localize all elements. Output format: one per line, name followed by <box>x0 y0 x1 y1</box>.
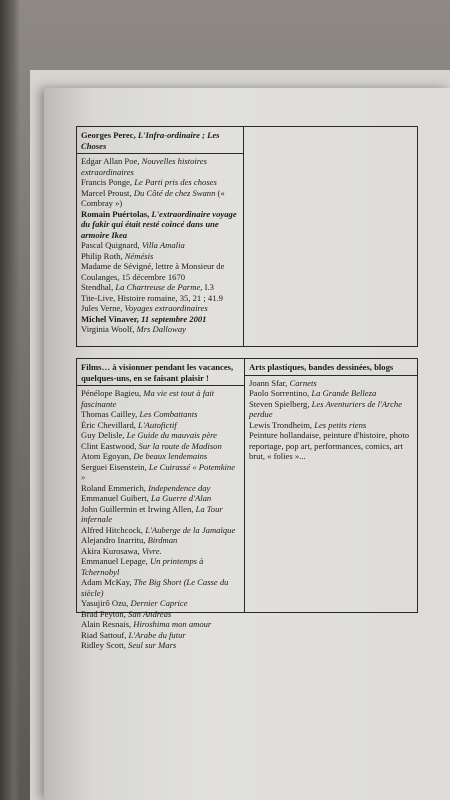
list-item <box>81 420 240 431</box>
entry-title: Voyages extraordinaires <box>124 303 208 313</box>
list-item <box>249 378 413 389</box>
entry-title: San Andreas <box>128 608 172 619</box>
entry-author: Jules Verne, <box>81 303 125 313</box>
entry-title: Carnets <box>289 377 317 388</box>
entry-title: Un printemps à Tchernobyl <box>81 556 204 577</box>
list-item <box>81 282 239 293</box>
list-item <box>81 430 240 441</box>
entry-author: Edgar Allan Poe, <box>81 156 142 166</box>
entry-title: Vivre. <box>141 545 162 556</box>
entry-title: Du Côté de chez Swann <box>133 187 216 198</box>
entry-title: Independence day <box>148 482 211 493</box>
entry-title: Birdman <box>147 535 178 545</box>
entry-author: Francis Ponge, <box>81 177 135 187</box>
entry-author: John Guillermin et Irwing Allen, <box>81 503 196 514</box>
entry-title: Le Guide du mauvais père <box>126 430 217 440</box>
films-header: Films… à visionner pendant les vacances, quelques-uns, en se faisant plaisir ! <box>77 359 244 386</box>
entry-title: La Guerre d'Alan <box>150 493 212 503</box>
entry-title: The Big Short (Le Casse du siècle) <box>81 577 229 598</box>
list-item <box>81 177 239 188</box>
list-item <box>77 127 243 154</box>
list-item <box>81 441 240 452</box>
entry-author: Virginia Woolf, <box>81 324 137 334</box>
entry-title: Sur la route de Madison <box>138 440 222 451</box>
entry-title: Le Parti pris des choses <box>134 177 217 187</box>
list-item <box>81 451 240 462</box>
reading-list-column <box>77 127 244 346</box>
list-item <box>81 525 240 536</box>
entry-suffix: (« Combray ») <box>81 187 225 208</box>
entry-title: La Grande Belleza <box>311 388 377 398</box>
entry-title: L'Auberge de la Jamaïque <box>145 524 236 535</box>
arts-column <box>245 359 417 612</box>
list-item <box>81 546 240 557</box>
list-item <box>249 399 413 420</box>
list-item <box>81 156 239 177</box>
films-column <box>77 359 245 650</box>
entry-title: Les Aventuriers de l'Arche perdue <box>249 398 403 419</box>
binder-spine <box>0 0 20 800</box>
entry-author: Michel Vinaver, <box>81 313 142 324</box>
list-item <box>249 420 413 431</box>
entry-author: Brad Peyton, <box>81 608 129 619</box>
entry-author: Guy Delisle, <box>81 430 127 440</box>
reading-list-table <box>76 126 418 347</box>
entry-title: L'Arabe du futur <box>128 629 186 640</box>
entry-author: Atom Egoyan, <box>81 451 134 461</box>
list-item <box>81 504 240 525</box>
list-item <box>81 493 240 504</box>
entry-author: Tite-Live, Histoire romaine, 35, 21 ; 41.9 <box>81 292 223 303</box>
entry-title: Le Cuirassé « Potemkine » <box>81 461 236 482</box>
entry-title: Les petits riens <box>314 419 367 430</box>
entry-author: Peinture hollandaise, peinture d'histoire, photo reportage, pop art, performances, comics, art brut, « folies »... <box>249 430 410 461</box>
entry-title: Nouvelles histoires extraordinaires <box>81 156 207 177</box>
list-item <box>81 314 239 325</box>
list-item <box>81 293 239 304</box>
entry-title: Seul sur Mars <box>128 640 177 650</box>
arts-header: Arts plastiques, bandes dessinées, blogs <box>245 359 417 376</box>
entry-title: La Chartreuse de Parme <box>115 282 201 292</box>
list-item <box>81 409 240 420</box>
entry-title: Mrs Dalloway <box>136 324 186 334</box>
entry-author: Emmanuel Lepage, <box>81 556 150 566</box>
entry-title: Dernier Caprice <box>130 598 188 608</box>
entry-author: Adam McKay, <box>81 577 134 587</box>
entry-title: De beaux lendemains <box>133 451 208 461</box>
entry-author: Roland Emmerich, <box>81 482 149 493</box>
list-item <box>81 609 240 620</box>
entry-title: Villa Amalia <box>141 240 185 250</box>
entry-author: Clint Eastwood, <box>81 440 139 451</box>
entry-author: Alain Resnais, <box>81 619 134 629</box>
list-item <box>81 462 240 483</box>
entry-title: L'Infra-ordinaire ; Les Choses <box>81 130 220 151</box>
entry-author: Alfred Hitchcock, <box>81 524 146 535</box>
entry-author: Georges Perec, <box>81 130 138 140</box>
list-item <box>81 188 239 209</box>
films-arts-table <box>76 358 418 650</box>
list-item <box>81 303 239 314</box>
entry-author: Serguei Eisenstein, <box>81 461 149 472</box>
entry-author: Akira Kurosawa, <box>81 545 142 556</box>
entry-author: Yasujirô Ozu, <box>81 598 131 608</box>
entry-author: Romain Puértolas, <box>81 208 152 219</box>
entry-author: Emmanuel Guibert, <box>81 493 151 503</box>
list-item <box>81 388 240 409</box>
entry-author: Madame de Sévigné, lettre à Monsieur de Coulanges, 15 décembre 1670 <box>81 261 225 282</box>
entry-title: Les Combattants <box>139 409 198 419</box>
entry-title: Némésis <box>124 250 154 261</box>
list-item <box>81 640 240 651</box>
entry-author: Pascal Quignard, <box>81 240 142 250</box>
list-item <box>81 619 240 630</box>
entry-author: Pénélope Bagieu, <box>81 388 144 398</box>
entry-author: Lewis Trondheim, <box>249 419 315 430</box>
empty-column <box>244 127 417 346</box>
entry-author: Steven Spielberg, <box>249 398 312 409</box>
list-item <box>81 483 240 494</box>
entry-suffix: , I.3 <box>200 282 214 292</box>
entry-author: Marcel Proust, <box>81 187 134 198</box>
entry-author: Riad Sattouf, <box>81 629 129 640</box>
entry-title: L'Autofictif <box>138 419 177 430</box>
entry-author: Éric Chevillard, <box>81 419 139 430</box>
list-item <box>249 388 413 399</box>
list-item <box>81 261 239 282</box>
list-item <box>81 535 240 546</box>
list-item <box>81 598 240 609</box>
list-item <box>81 240 239 251</box>
list-item <box>249 430 413 462</box>
entry-title: 11 septembre 2001 <box>141 313 207 324</box>
entry-author: Ridley Scott, <box>81 640 129 650</box>
entry-author: Thomas Cailley, <box>81 409 140 419</box>
list-item <box>81 556 240 577</box>
list-item <box>81 577 240 598</box>
list-item <box>81 324 239 335</box>
entry-title: Hiroshima mon amour <box>133 619 212 629</box>
entry-author: Stendhal, <box>81 282 116 292</box>
list-item <box>81 251 239 262</box>
entry-title: Ma vie est tout à fait fascinante <box>81 388 215 409</box>
list-item <box>81 630 240 641</box>
list-item <box>81 209 239 241</box>
entry-author: Alejandro Inarritu, <box>81 535 148 545</box>
entry-author: Philip Roth, <box>81 250 125 261</box>
entry-author: Joann Sfar, <box>249 377 290 388</box>
entry-title: L'extraordinaire voyage du fakir qui était resté coincé dans une armoire Ikea <box>81 208 237 240</box>
entry-author: Paolo Sorrentino, <box>249 388 312 398</box>
entry-title: La Tour infernale <box>81 503 223 524</box>
